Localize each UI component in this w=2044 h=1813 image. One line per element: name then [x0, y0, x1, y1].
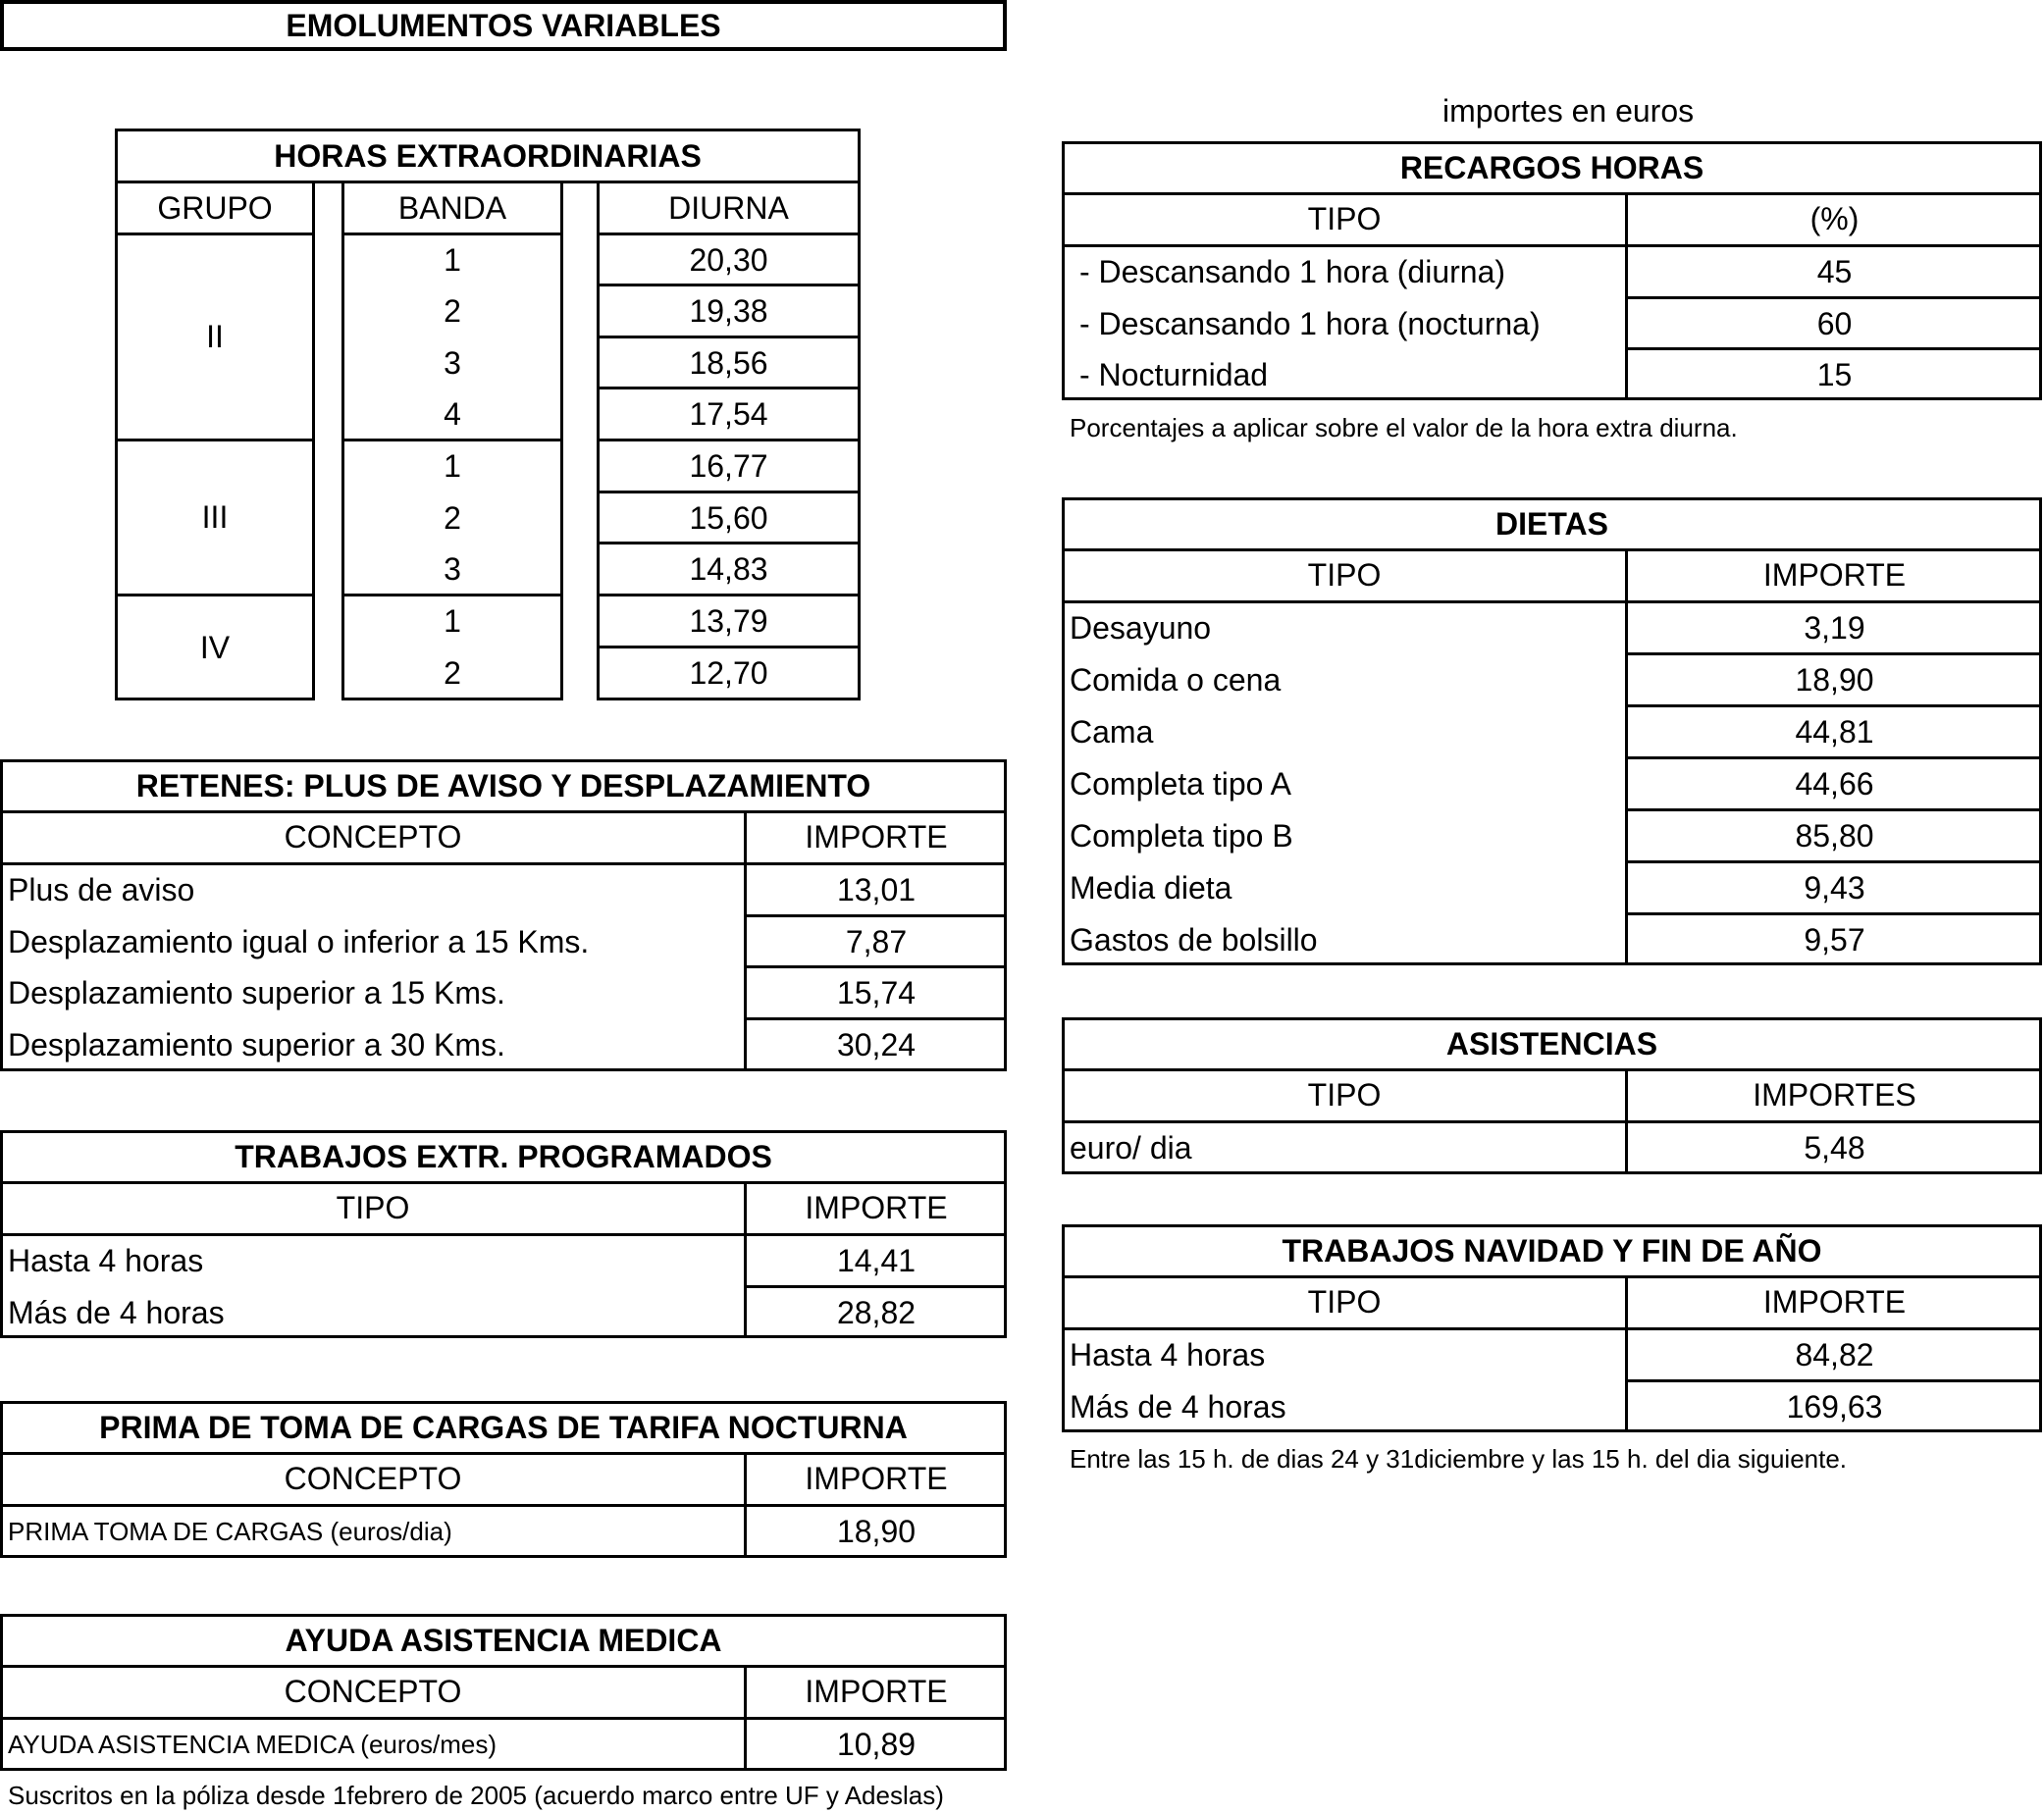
recargos-pct: 45 [1816, 253, 1853, 289]
prima-title: PRIMA DE TOMA DE CARGAS DE TARIFA NOCTURNA [99, 1409, 908, 1445]
banda-cell: 1 [444, 241, 461, 278]
diurna-cell: 17,54 [689, 395, 768, 432]
navidad-header-importe: IMPORTE [1762, 1283, 1907, 1320]
ayuda-amount: 10,89 [836, 1726, 917, 1762]
dietas-amount: 9,57 [1804, 921, 1865, 958]
programados-header-tipo: TIPO [336, 1189, 410, 1225]
dietas-header-tipo: TIPO [1307, 556, 1382, 593]
retenes-amount: 7,87 [845, 923, 908, 959]
navidad-tipo: Hasta 4 horas [1070, 1336, 1266, 1373]
dietas-amount: 85,80 [1795, 817, 1874, 854]
retenes-amount: 30,24 [836, 1026, 917, 1062]
recargos-header-pct: (%) [1809, 200, 1860, 236]
programados-title: TRABAJOS EXTR. PROGRAMADOS [235, 1138, 772, 1174]
recargos-note: Porcentajes a aplicar sobre el valor de la hora extra diurna. [1070, 413, 1738, 442]
diurna-cell: 16,77 [689, 447, 768, 484]
diurna-cell: 14,83 [689, 550, 768, 587]
prima-header-importe: IMPORTE [805, 1460, 948, 1496]
navidad-amount: 84,82 [1795, 1336, 1874, 1373]
retenes-amount: 13,01 [836, 871, 917, 907]
banda-cell: 2 [444, 654, 461, 691]
ayuda-title: AYUDA ASISTENCIA MEDICA [285, 1622, 722, 1658]
diurna-cell: 18,56 [689, 344, 768, 381]
grupo-ii: II [206, 319, 224, 354]
dietas-tipo: Gastos de bolsillo [1070, 921, 1318, 958]
header-banda: BANDA [397, 189, 507, 226]
retenes-amount: 15,74 [836, 974, 917, 1010]
prima-amount: 18,90 [836, 1513, 917, 1549]
diurna-cell: 13,79 [689, 602, 768, 639]
banda-cell: 4 [444, 395, 461, 432]
retenes-concept: Desplazamiento superior a 15 Kms. [8, 974, 505, 1010]
ayuda-header-importe: IMPORTE [805, 1673, 948, 1709]
programados-amount: 14,41 [836, 1242, 917, 1278]
programados-amount: 28,82 [836, 1294, 917, 1330]
asistencias-amount: 5,48 [1804, 1129, 1865, 1166]
header-diurna: DIURNA [668, 189, 789, 226]
diurna-cell: 15,60 [689, 499, 768, 536]
asistencias-header-tipo: TIPO [1307, 1076, 1382, 1113]
navidad-tipo: Más de 4 horas [1070, 1388, 1286, 1424]
ayuda-concept: AYUDA ASISTENCIA MEDICA (euros/mes) [8, 1729, 497, 1759]
recargos-pct: 15 [1816, 356, 1853, 392]
dietas-tipo: Completa tipo A [1070, 765, 1291, 802]
programados-header-importe: IMPORTE [805, 1189, 948, 1225]
banda-cell: 2 [444, 499, 461, 536]
dietas-tipo: Desayuno [1070, 609, 1212, 646]
retenes-concept: Desplazamiento igual o inferior a 15 Kms. [8, 923, 590, 959]
prima-header-concepto: CONCEPTO [284, 1460, 462, 1496]
asistencias-header-importes: IMPORTES [1753, 1076, 1916, 1113]
dietas-amount: 3,19 [1804, 609, 1865, 646]
programados-tipo: Más de 4 horas [8, 1294, 225, 1330]
dietas-amount: 18,90 [1795, 661, 1874, 698]
banda-cell: 1 [444, 602, 461, 639]
recargos-tipo: - Descansando 1 hora (nocturna) [1079, 305, 1541, 341]
dietas-tipo: Media dieta [1070, 869, 1232, 906]
prima-concept: PRIMA TOMA DE CARGAS (euros/dia) [8, 1516, 452, 1546]
diurna-cell: 12,70 [689, 654, 768, 691]
navidad-title: TRABAJOS NAVIDAD Y FIN DE AÑO [1282, 1232, 1822, 1269]
header-grupo: GRUPO [157, 189, 273, 226]
programados-tipo: Hasta 4 horas [8, 1242, 204, 1278]
retenes-header-importe: IMPORTE [805, 818, 948, 855]
dietas-amount: 44,81 [1795, 713, 1874, 750]
dietas-amount: 9,43 [1804, 869, 1865, 906]
horas-extra-title: HORAS EXTRAORDINARIAS [115, 129, 861, 183]
banda-cell: 2 [444, 292, 461, 329]
dietas-tipo: Completa tipo B [1070, 817, 1293, 854]
dietas-header-importe: IMPORTE [1762, 556, 1907, 593]
diurna-cell: 19,38 [689, 292, 768, 329]
ayuda-header-concepto: CONCEPTO [284, 1673, 462, 1709]
asistencias-tipo: euro/ dia [1070, 1129, 1192, 1166]
ayuda-note: Suscritos en la póliza desde 1febrero de 2005 (acuerdo marco entre UF y Adeslas) [8, 1781, 944, 1810]
banda-cell: 3 [444, 344, 461, 381]
navidad-header-tipo: TIPO [1307, 1283, 1382, 1320]
retenes-header-concepto: CONCEPTO [284, 818, 462, 855]
retenes-concept: Plus de aviso [8, 871, 195, 907]
navidad-note: Entre las 15 h. de dias 24 y 31diciembre y las 15 h. del dia siguiente. [1070, 1444, 1848, 1474]
dietas-title: DIETAS [1495, 505, 1608, 542]
asistencias-title: ASISTENCIAS [1445, 1025, 1658, 1062]
recargos-header-tipo: TIPO [1307, 200, 1382, 236]
recargos-title: RECARGOS HORAS [1399, 149, 1704, 185]
diurna-cell: 20,30 [689, 241, 768, 278]
retenes-title: RETENES: PLUS DE AVISO Y DESPLAZAMIENTO [135, 767, 871, 803]
page-title: EMOLUMENTOS VARIABLES [0, 0, 1007, 51]
currency-note: importes en euros [1442, 93, 1695, 129]
grupo-iii: III [201, 499, 229, 535]
retenes-concept: Desplazamiento superior a 30 Kms. [8, 1026, 505, 1062]
recargos-tipo: - Nocturnidad [1079, 356, 1269, 392]
recargos-pct: 60 [1816, 305, 1853, 341]
banda-cell: 1 [444, 447, 461, 484]
dietas-tipo: Comida o cena [1070, 661, 1282, 698]
grupo-iv: IV [199, 629, 231, 665]
dietas-tipo: Cama [1070, 713, 1154, 750]
navidad-amount: 169,63 [1786, 1388, 1883, 1424]
dietas-amount: 44,66 [1795, 765, 1874, 802]
recargos-tipo: - Descansando 1 hora (diurna) [1079, 253, 1506, 289]
banda-cell: 3 [444, 550, 461, 587]
